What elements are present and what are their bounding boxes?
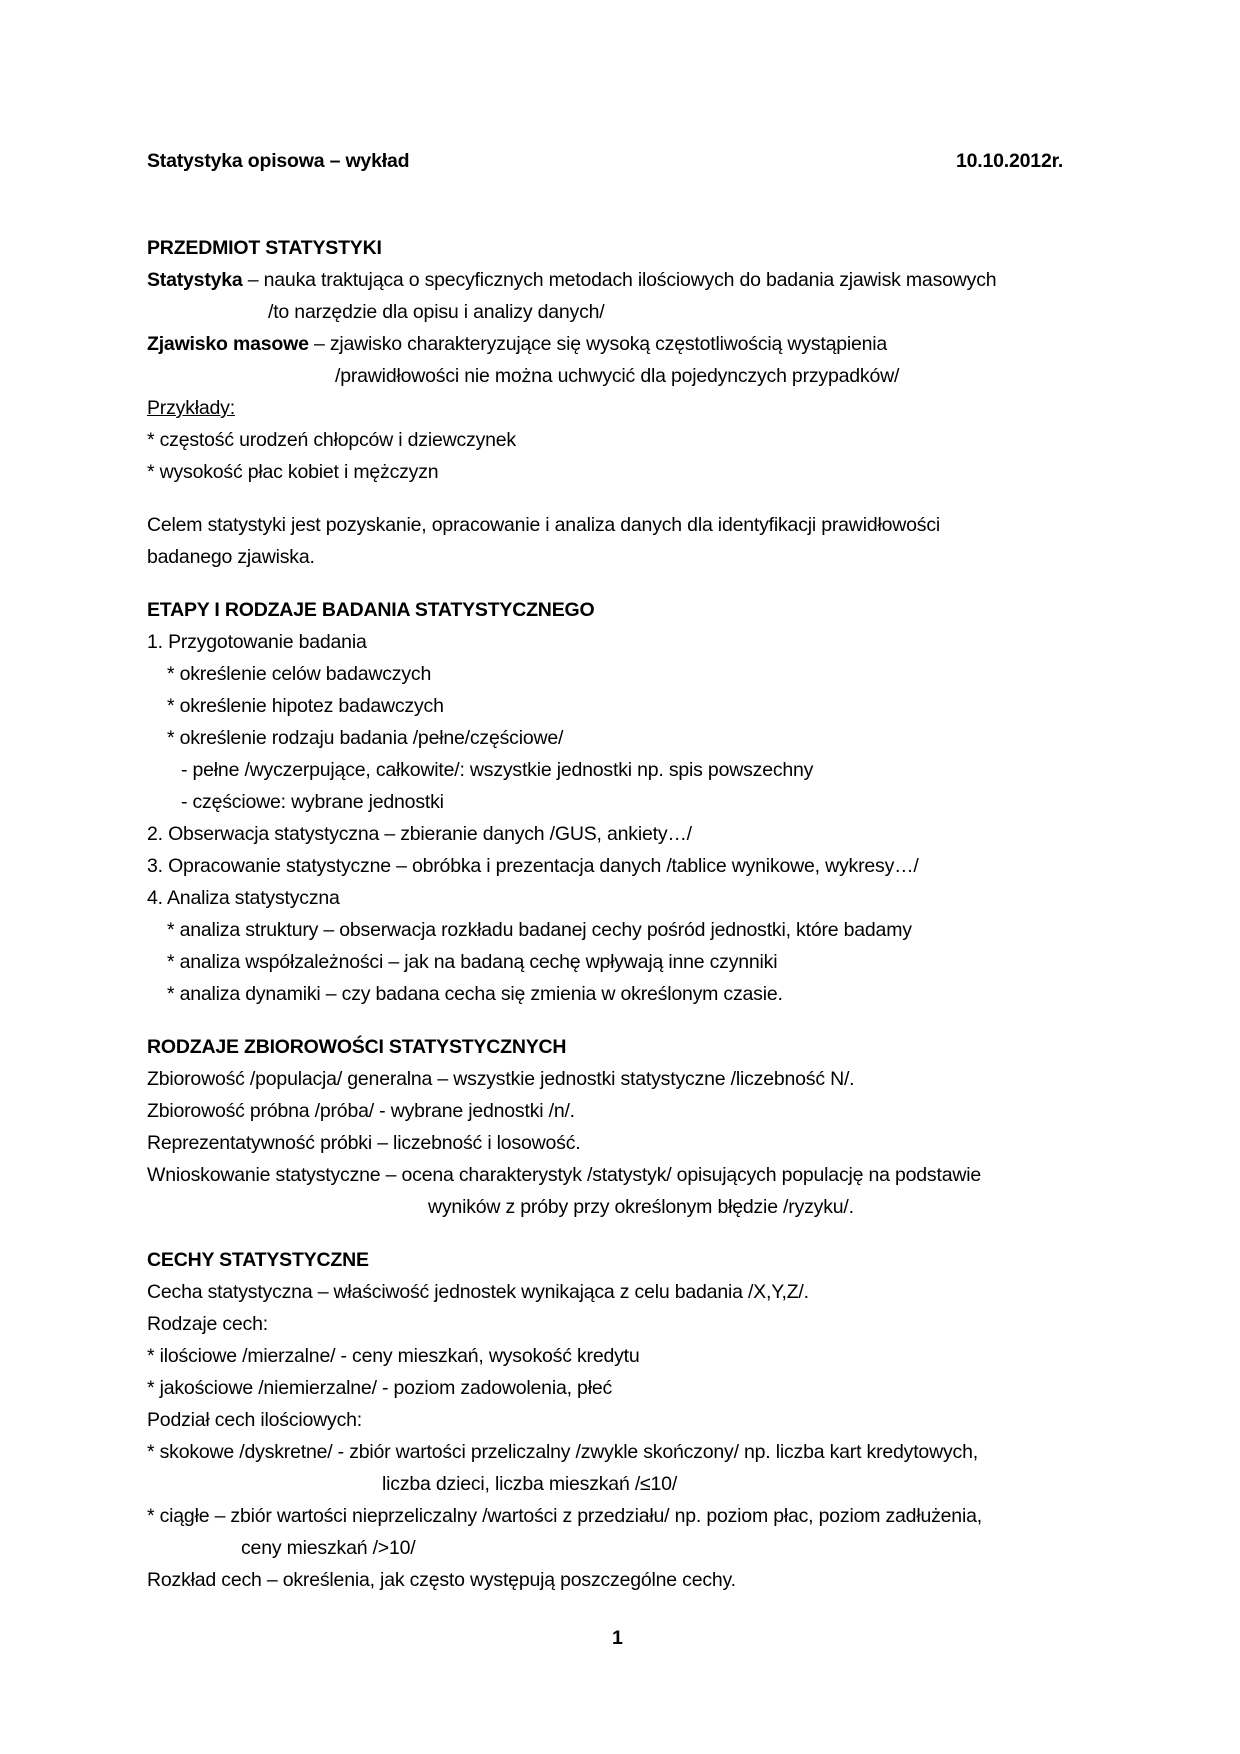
list-item: 1. Przygotowanie badania [147, 631, 367, 653]
definition-zjawisko-masowe [147, 332, 887, 356]
paragraph-line: Celem statystyki jest pozyskanie, opracowanie i analiza danych dla identyfikacji prawidłowości [147, 514, 941, 536]
document-date: 10.10.2012r. [956, 150, 1064, 172]
list-item-continuation: ceny mieszkań />10/ [241, 1537, 416, 1559]
list-item: 3. Opracowanie statystyczne – obróbka i prezentacja danych /tablice wynikowe, wykresy…/ [147, 855, 919, 877]
paragraph-line: Cecha statystyczna – właściwość jednostek wynikająca z celu badania /X,Y,Z/. [147, 1281, 809, 1303]
list-item: * jakościowe /niemierzalne/ - poziom zadowolenia, płeć [147, 1377, 613, 1399]
list-item: - częściowe: wybrane jednostki [181, 791, 444, 813]
list-item: * wysokość płac kobiet i mężczyzn [147, 461, 439, 483]
paragraph-line: wyników z próby przy określonym błędzie /ryzyku/. [428, 1196, 854, 1218]
list-item: 4. Analiza statystyczna [147, 887, 340, 909]
list-item: * analiza dynamiki – czy badana cecha się zmienia w określonym czasie. [167, 983, 783, 1005]
section-heading-etapy: ETAPY I RODZAJE BADANIA STATYSTYCZNEGO [147, 599, 595, 621]
term: Zjawisko masowe [147, 333, 309, 355]
paragraph-line: Podział cech ilościowych: [147, 1409, 363, 1431]
paragraph-line: Rozkład cech – określenia, jak często występują poszczególne cechy. [147, 1569, 736, 1591]
paragraph-line: Zbiorowość /populacja/ generalna – wszystkie jednostki statystyczne /liczebność N/. [147, 1068, 855, 1090]
section-heading-przedmiot: PRZEDMIOT STATYSTYKI [147, 237, 382, 259]
list-item: * analiza struktury – obserwacja rozkładu badanej cechy pośród jednostki, które badamy [167, 919, 912, 941]
list-item: * ciągłe – zbiór wartości nieprzeliczalny /wartości z przedziału/ np. poziom płac, poziom zadłużenia, [147, 1505, 982, 1527]
examples-label: Przykłady: [147, 397, 235, 419]
list-item: - pełne /wyczerpujące, całkowite/: wszystkie jednostki np. spis powszechny [181, 759, 814, 781]
paragraph-line: Rodzaje cech: [147, 1313, 268, 1335]
paragraph-line: Reprezentatywność próbki – liczebność i losowość. [147, 1132, 581, 1154]
list-item: * analiza współzależności – jak na badaną cechę wpływają inne czynniki [167, 951, 778, 973]
list-item-continuation: liczba dzieci, liczba mieszkań /≤10/ [382, 1473, 678, 1495]
term: Statystyka [147, 269, 243, 291]
list-item: * skokowe /dyskretne/ - zbiór wartości przeliczalny /zwykle skończony/ np. liczba kart kredytowych, [147, 1441, 978, 1463]
paragraph-line: badanego zjawiska. [147, 546, 315, 568]
definition-text: – zjawisko charakteryzujące się wysoką częstotliwością wystąpienia [308, 333, 888, 355]
definition-note: /prawidłowości nie można uchwycić dla pojedynczych przypadków/ [335, 365, 900, 387]
paragraph-line: Zbiorowość próbna /próba/ - wybrane jednostki /n/. [147, 1100, 575, 1122]
section-heading-zbiorowosci: RODZAJE ZBIOROWOŚCI STATYSTYCZNYCH [147, 1036, 567, 1058]
definition-text: – nauka traktująca o specyficznych metodach ilościowych do badania zjawisk masowych [242, 269, 997, 291]
list-item: * częstość urodzeń chłopców i dziewczynek [147, 429, 516, 451]
definition-note: /to narzędzie dla opisu i analizy danych/ [268, 301, 605, 323]
paragraph-line: Wnioskowanie statystyczne – ocena charakterystyk /statystyk/ opisujących populację na podstawie [147, 1164, 982, 1186]
list-item: 2. Obserwacja statystyczna – zbieranie danych /GUS, ankiety…/ [147, 823, 692, 845]
list-item: * określenie rodzaju badania /pełne/częściowe/ [167, 727, 564, 749]
list-item: * określenie hipotez badawczych [167, 695, 444, 717]
document-title: Statystyka opisowa – wykład [147, 150, 410, 172]
list-item: * ilościowe /mierzalne/ - ceny mieszkań, wysokość kredytu [147, 1345, 640, 1367]
definition-statystyka [147, 268, 996, 292]
list-item: * określenie celów badawczych [167, 663, 432, 685]
section-heading-cechy: CECHY STATYSTYCZNE [147, 1249, 369, 1271]
page-number: 1 [612, 1627, 623, 1649]
